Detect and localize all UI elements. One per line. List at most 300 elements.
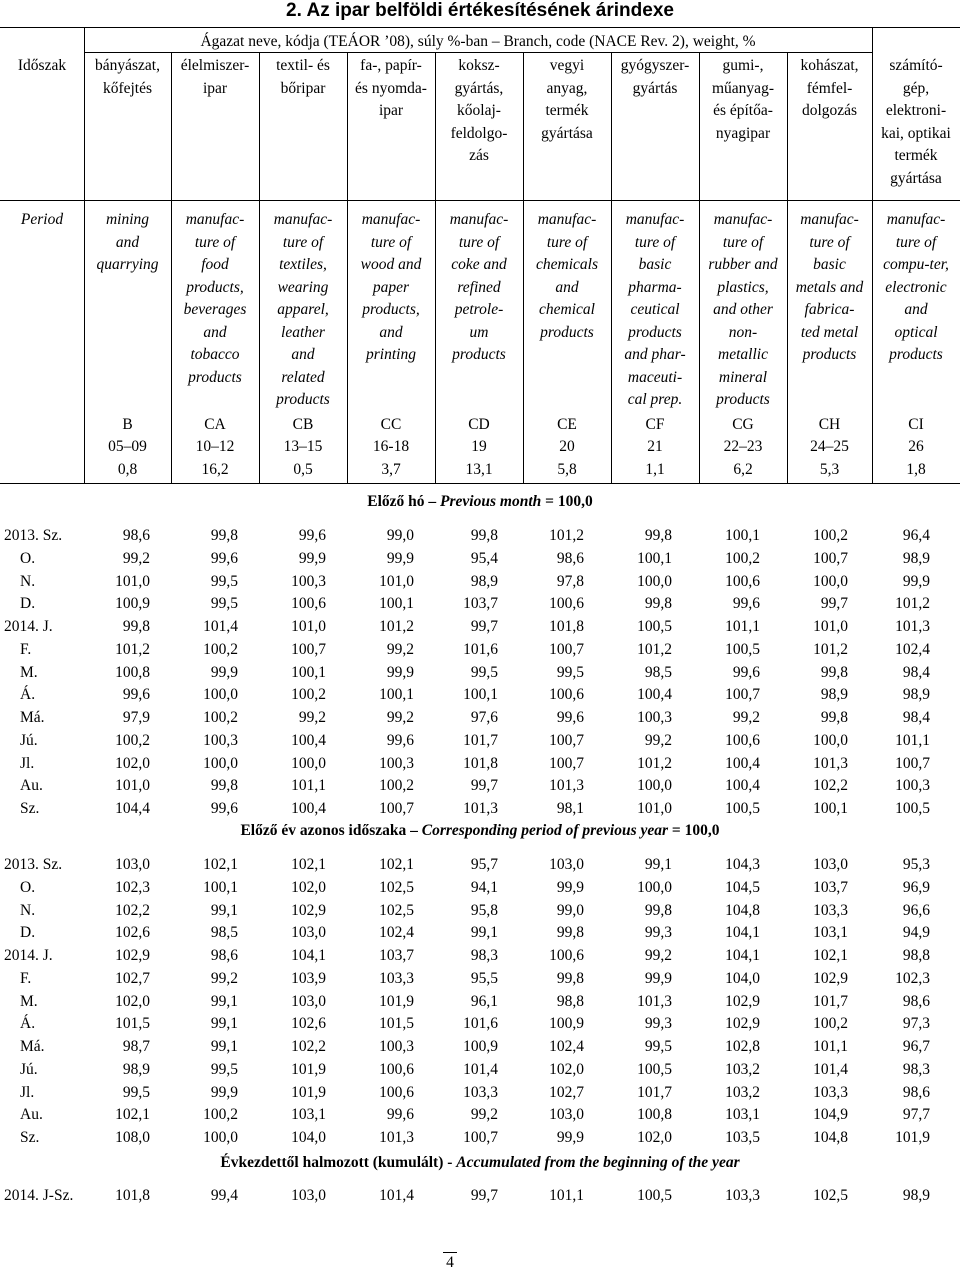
- column-header-en: [872, 209, 960, 367]
- table-cell: 101,2: [115, 640, 150, 658]
- table-cell: 101,4: [813, 1060, 848, 1078]
- table-row: [0, 1013, 960, 1035]
- table-cell: 98,3: [470, 947, 498, 964]
- table-cell: 94,9: [902, 924, 930, 942]
- column-header-hu: [84, 55, 171, 100]
- column-header-en-line: ture of: [546, 233, 588, 251]
- column-divider: [872, 27, 873, 483]
- column-header-hu-line: gyártás: [632, 79, 678, 97]
- table-row: [0, 753, 960, 775]
- table-cell: 98,6: [556, 549, 584, 567]
- table-cell: 103,0: [549, 1106, 584, 1124]
- row-label: Jú.: [20, 1060, 38, 1078]
- table-cell: 99,2: [298, 709, 326, 726]
- section-title-hu: Évkezdettől halmozott (kumulált) -: [220, 1154, 453, 1171]
- table-cell: 108,0: [115, 1129, 150, 1146]
- column-header-en-line: mining: [105, 211, 150, 228]
- column-code-range: 26: [908, 438, 924, 455]
- table-cell: 99,8: [820, 663, 848, 681]
- table-cell: 103,2: [725, 1083, 760, 1101]
- table-cell: 100,6: [549, 595, 584, 613]
- table-cell: 100,0: [637, 777, 672, 795]
- table-cell: 99,2: [386, 709, 414, 726]
- table-cell: 101,9: [291, 1060, 326, 1078]
- table-cell: 104,0: [291, 1129, 326, 1146]
- table-cell: 100,7: [463, 1129, 498, 1146]
- column-header-en-line: pharma-: [628, 278, 682, 296]
- table-cell: 99,2: [732, 709, 760, 726]
- table-cell: 96,7: [902, 1038, 930, 1055]
- table-cell: 99,5: [210, 572, 238, 590]
- column-header-hu: [699, 55, 787, 145]
- column-code-letter: CF: [645, 416, 665, 433]
- column-header-hu: [611, 55, 699, 100]
- table-cell: 99,9: [210, 663, 238, 681]
- table-cell: 100,2: [115, 731, 150, 749]
- table-cell: 101,6: [463, 1015, 498, 1033]
- table-cell: 104,3: [725, 856, 760, 873]
- column-header-en-line: products: [276, 391, 330, 408]
- column-header-en-line: apparel,: [277, 301, 329, 318]
- table-cell: 98,6: [902, 992, 930, 1010]
- table-cell: 101,1: [813, 1038, 848, 1055]
- table-cell: 99,9: [210, 1083, 238, 1101]
- table-cell: 101,5: [115, 1015, 150, 1033]
- table-cell: 98,4: [902, 709, 930, 726]
- table-cell: 99,5: [122, 1083, 150, 1101]
- table-cell: 100,2: [725, 549, 760, 567]
- table-cell: 98,9: [902, 549, 930, 567]
- column-header-en-line: wood and: [360, 256, 422, 273]
- table-cell: 99,8: [470, 527, 498, 544]
- column-code-letter: CC: [380, 416, 402, 433]
- table-cell: 96,4: [902, 527, 930, 544]
- table-cell: 100,2: [379, 777, 414, 795]
- table-cell: 99,1: [644, 856, 672, 873]
- column-header-hu-line: elektroni-: [885, 102, 947, 119]
- table-cell: 101,0: [637, 800, 672, 817]
- column-header-en-line: manufac-: [800, 211, 859, 228]
- row-label: 2014. J.: [4, 618, 53, 635]
- row-label: M.: [20, 663, 38, 681]
- column-header-hu-line: vegyi: [549, 57, 585, 74]
- table-cell: 101,9: [291, 1083, 326, 1101]
- column-header-en-line: textiles,: [279, 256, 327, 273]
- column-weight: 5,3: [819, 461, 840, 478]
- column-header-en-line: ture of: [194, 233, 236, 251]
- table-cell: 102,1: [203, 856, 238, 873]
- table-cell: 100,0: [203, 686, 238, 704]
- table-cell: 99,8: [644, 901, 672, 919]
- table-cell: 100,6: [549, 686, 584, 704]
- column-header-en-line: products: [889, 346, 943, 363]
- column-code-range: 21: [647, 438, 663, 455]
- table-cell: 99,7: [470, 1187, 498, 1204]
- table-cell: 99,2: [122, 549, 150, 567]
- table-cell: 100,1: [637, 549, 672, 567]
- column-header-en-line: products: [540, 323, 594, 341]
- column-header-en-line: ture of: [722, 233, 764, 251]
- table-cell: 100,2: [203, 640, 238, 658]
- column-header-en-line: tobacco: [190, 346, 240, 363]
- table-cell: 102,2: [115, 901, 150, 919]
- section-title: [0, 1152, 960, 1174]
- section-title: [0, 491, 960, 513]
- table-cell: 100,5: [725, 800, 760, 817]
- table-cell: 102,4: [895, 640, 930, 658]
- table-cell: 101,2: [379, 618, 414, 635]
- column-header-hu-line: és építőa-: [713, 102, 773, 119]
- table-cell: 99,2: [386, 640, 414, 658]
- table-cell: 97,3: [902, 1015, 930, 1033]
- column-divider: [523, 53, 524, 483]
- table-cell: 100,0: [203, 1129, 238, 1146]
- table-cell: 101,8: [549, 618, 584, 635]
- column-header-hu-line: gumi-,: [722, 57, 764, 74]
- table-row: [0, 991, 960, 1013]
- table-cell: 101,8: [115, 1187, 150, 1204]
- table-cell: 100,0: [637, 572, 672, 590]
- column-code-range: 05–09: [108, 438, 147, 455]
- table-cell: 95,8: [470, 901, 498, 919]
- column-header-en-line: chemicals: [536, 256, 598, 273]
- column-divider: [259, 53, 260, 483]
- column-header-hu: [347, 55, 435, 123]
- column-divider: [699, 53, 700, 483]
- table-row: [0, 525, 960, 547]
- table-row: [0, 877, 960, 899]
- table-cell: 103,7: [463, 595, 498, 613]
- section-title-hu: Előző év azonos időszaka –: [240, 822, 418, 839]
- column-header-hu-line: gyártása: [890, 169, 942, 187]
- table-cell: 99,7: [820, 595, 848, 613]
- row-label: Au.: [20, 777, 43, 795]
- table-cell: 103,1: [725, 1106, 760, 1124]
- column-header-en-line: paper: [372, 278, 410, 296]
- column-header-en-line: beverages: [183, 301, 247, 318]
- row-label: 2014. J-Sz.: [4, 1187, 74, 1204]
- row-label: Má.: [20, 1038, 45, 1055]
- row-divider: [0, 27, 960, 28]
- table-cell: 104,1: [725, 924, 760, 942]
- table-cell: 101,1: [895, 731, 930, 749]
- table-row: [0, 662, 960, 684]
- column-header-en-line: products,: [362, 301, 420, 318]
- branch-caption: Ágazat neve, kódja (TEÁOR ’08), súly %-ban – Branch, code (NACE Rev. 2), weight, %: [84, 32, 872, 53]
- table-cell: 100,7: [549, 640, 584, 658]
- table-cell: 100,9: [463, 1038, 498, 1055]
- column-weight: 0,8: [117, 461, 138, 478]
- table-cell: 101,9: [895, 1129, 930, 1146]
- row-label: D.: [20, 595, 36, 613]
- column-header-hu-line: és nyomda-: [355, 79, 427, 97]
- table-cell: 101,8: [463, 754, 498, 772]
- section-title-tail: = 100,0: [545, 493, 593, 510]
- table-cell: 99,4: [210, 1187, 238, 1204]
- column-header-hu-line: számító-: [889, 57, 943, 74]
- table-cell: 97,8: [556, 572, 584, 590]
- table-cell: 100,6: [725, 731, 760, 749]
- row-label: Sz.: [20, 1129, 40, 1146]
- table-cell: 102,4: [379, 924, 414, 942]
- row-label: M.: [20, 992, 38, 1010]
- column-code-range: 24–25: [810, 438, 849, 455]
- column-header-en-line: manufac-: [185, 211, 245, 228]
- section-title-en: Accumulated from the beginning of the year: [456, 1154, 740, 1171]
- column-header-hu: [259, 55, 347, 100]
- table-cell: 101,2: [637, 640, 672, 658]
- row-label: 2013. Sz.: [4, 527, 63, 544]
- table-cell: 99,6: [386, 731, 414, 749]
- table-cell: 103,3: [463, 1083, 498, 1101]
- table-cell: 100,5: [725, 640, 760, 658]
- column-divider: [84, 27, 85, 483]
- table-row: [0, 707, 960, 729]
- column-header-hu-line: kai, optikai: [881, 124, 951, 142]
- column-code-letter: CA: [204, 416, 226, 433]
- table-cell: 99,5: [210, 1060, 238, 1078]
- column-header-en-line: petrole-: [454, 301, 504, 318]
- table-cell: 95,5: [470, 969, 498, 987]
- table-cell: 98,9: [820, 686, 848, 704]
- column-divider: [611, 53, 612, 483]
- column-header-en-line: ture of: [895, 233, 937, 251]
- column-code-letter: CG: [732, 416, 754, 433]
- column-header-hu-line: fa-, papír-: [360, 57, 422, 74]
- column-header-en: [171, 209, 259, 389]
- table-cell: 100,0: [637, 878, 672, 896]
- table-cell: 104,1: [291, 947, 326, 964]
- table-cell: 100,0: [291, 754, 326, 772]
- table-cell: 100,7: [549, 754, 584, 772]
- column-header-en-line: food: [201, 256, 229, 273]
- table-cell: 101,1: [291, 777, 326, 795]
- table-row: [0, 854, 960, 876]
- table-cell: 99,9: [386, 549, 414, 567]
- table-cell: 99,5: [556, 663, 584, 681]
- table-cell: 103,7: [813, 878, 848, 896]
- page-number: [430, 1252, 470, 1271]
- column-weight: 16,2: [201, 461, 229, 478]
- table-cell: 102,5: [379, 901, 414, 919]
- table-cell: 98,4: [902, 663, 930, 681]
- table-cell: 103,1: [813, 924, 848, 942]
- table-cell: 101,2: [813, 640, 848, 658]
- table-cell: 102,9: [725, 1015, 760, 1033]
- table-cell: 102,9: [725, 992, 760, 1010]
- column-code-range: 13–15: [283, 438, 323, 455]
- column-header-en-line: and other: [713, 301, 773, 318]
- table-cell: 100,5: [895, 800, 930, 817]
- table-cell: 101,3: [895, 618, 930, 635]
- table-cell: 102,9: [115, 947, 150, 964]
- row-label: Sz.: [20, 800, 40, 817]
- table-cell: 104,8: [725, 901, 760, 919]
- table-cell: 103,0: [115, 856, 150, 873]
- table-cell: 99,6: [298, 527, 326, 544]
- table-cell: 101,3: [463, 800, 498, 817]
- table-cell: 98,8: [556, 992, 584, 1010]
- column-code: [787, 414, 872, 458]
- table-cell: 98,5: [644, 663, 672, 681]
- column-header-hu-line: gyártás,: [454, 79, 504, 97]
- column-code: [347, 414, 435, 458]
- row-label: O.: [20, 549, 36, 567]
- table-cell: 99,1: [210, 1015, 238, 1033]
- column-header-en-line: and: [203, 323, 227, 341]
- column-header-en: [84, 209, 171, 277]
- table-cell: 104,1: [725, 947, 760, 964]
- row-label: D.: [20, 924, 36, 942]
- column-header-hu-line: élelmiszer-: [180, 57, 250, 74]
- table-cell: 99,8: [644, 595, 672, 613]
- column-header-en-line: ceutical: [630, 301, 680, 318]
- column-header-en: [699, 209, 787, 412]
- table-cell: 100,3: [203, 731, 238, 749]
- column-header-en-line: manufac-: [361, 211, 421, 228]
- page-number-rule: [443, 1252, 457, 1253]
- table-cell: 100,1: [379, 686, 414, 704]
- table-cell: 102,9: [813, 969, 848, 987]
- table-cell: 102,9: [291, 901, 326, 919]
- table-cell: 99,3: [644, 1015, 672, 1033]
- column-header-hu-line: ipar: [202, 79, 228, 97]
- table-cell: 100,7: [895, 754, 930, 772]
- row-label: Má.: [20, 709, 45, 726]
- column-header-en-line: and: [379, 323, 403, 341]
- table-cell: 99,6: [556, 709, 584, 726]
- table-cell: 100,3: [379, 1038, 414, 1055]
- table-cell: 95,3: [902, 856, 930, 873]
- column-header-en: [435, 209, 523, 367]
- column-divider: [171, 53, 172, 483]
- table-cell: 101,1: [549, 1187, 584, 1204]
- table-cell: 98,7: [122, 1038, 150, 1055]
- table-cell: 99,8: [210, 527, 238, 544]
- row-label: Au.: [20, 1106, 43, 1124]
- table-cell: 100,6: [379, 1083, 414, 1101]
- table-row: [0, 1127, 960, 1149]
- column-header-hu-line: feldolgo-: [450, 124, 508, 142]
- table-cell: 98,6: [122, 527, 150, 544]
- table-cell: 99,1: [210, 1038, 238, 1055]
- table-cell: 100,2: [291, 686, 326, 704]
- table-cell: 100,2: [813, 1015, 848, 1033]
- table-cell: 102,0: [549, 1060, 584, 1078]
- table-cell: 103,1: [291, 1106, 326, 1124]
- table-cell: 102,5: [813, 1187, 848, 1204]
- column-header-hu: [171, 55, 259, 100]
- column-code: [699, 414, 787, 458]
- table-cell: 99,0: [556, 901, 584, 919]
- table-cell: 104,9: [813, 1106, 848, 1124]
- column-header-en: [611, 209, 699, 412]
- column-weight: 13,1: [465, 461, 493, 478]
- table-cell: 99,6: [122, 686, 150, 704]
- table-cell: 103,5: [725, 1129, 760, 1146]
- table-cell: 102,6: [291, 1015, 326, 1033]
- column-header-hu-line: bőripar: [280, 79, 326, 97]
- column-header-en-line: quarrying: [96, 256, 159, 273]
- row-label: N.: [20, 901, 36, 919]
- column-header-en-line: cal prep.: [627, 391, 683, 408]
- table-cell: 100,5: [637, 1187, 672, 1204]
- column-header-en-line: and: [555, 278, 579, 296]
- column-code-letter: CH: [818, 416, 841, 433]
- table-row: [0, 798, 960, 820]
- table-cell: 100,3: [637, 709, 672, 726]
- column-header-en-line: metallic: [718, 346, 768, 363]
- table-cell: 99,9: [298, 549, 326, 567]
- table-cell: 100,7: [291, 640, 326, 658]
- table-cell: 99,8: [210, 777, 238, 795]
- table-cell: 101,4: [463, 1060, 498, 1078]
- column-header-en-line: ted metal: [800, 323, 859, 341]
- table-cell: 104,0: [725, 969, 760, 987]
- table-cell: 101,3: [379, 1129, 414, 1146]
- column-header-hu: [523, 55, 611, 145]
- table-cell: 103,3: [813, 1083, 848, 1101]
- table-cell: 103,9: [291, 969, 326, 987]
- table-cell: 102,1: [115, 1106, 150, 1124]
- column-header-en-line: products: [716, 391, 770, 408]
- table-cell: 102,7: [115, 969, 150, 987]
- column-header-hu-line: műanyag-: [712, 79, 774, 97]
- row-label: Á.: [20, 1015, 36, 1033]
- table-cell: 101,7: [463, 731, 498, 749]
- row-label: F.: [20, 969, 32, 987]
- table-cell: 99,8: [820, 709, 848, 726]
- column-header-en-line: compu-ter,: [883, 256, 949, 273]
- table-cell: 99,9: [556, 878, 584, 896]
- column-code-range: 19: [471, 438, 487, 455]
- column-header-hu-line: kőolaj-: [457, 102, 501, 119]
- column-header-en-line: ture of: [282, 233, 324, 251]
- table-cell: 101,3: [637, 992, 672, 1010]
- table-cell: 100,3: [379, 754, 414, 772]
- table-cell: 99,2: [470, 1106, 498, 1124]
- table-cell: 100,1: [463, 686, 498, 704]
- table-cell: 100,1: [813, 800, 848, 817]
- table-cell: 99,0: [386, 527, 414, 544]
- table-cell: 104,5: [725, 878, 760, 896]
- table-row: [0, 571, 960, 593]
- table-cell: 101,0: [291, 618, 326, 635]
- column-divider: [347, 53, 348, 483]
- column-header-hu: [435, 55, 523, 168]
- column-header-en-line: metals and: [795, 278, 864, 296]
- table-cell: 100,9: [115, 595, 150, 613]
- table-cell: 101,0: [813, 618, 848, 635]
- column-header-en-line: um: [469, 323, 489, 341]
- table-cell: 101,3: [813, 754, 848, 772]
- row-label: O.: [20, 878, 36, 896]
- table-row: [0, 922, 960, 944]
- table-cell: 100,6: [549, 947, 584, 964]
- table-cell: 99,6: [732, 595, 760, 613]
- column-header-hu-line: termék: [545, 102, 589, 119]
- table-cell: 94,1: [470, 878, 498, 896]
- table-cell: 98,9: [902, 1187, 930, 1204]
- column-header-hu-line: gyógyszer-: [620, 57, 690, 74]
- column-header-hu-line: fémfel-: [806, 79, 853, 97]
- table-cell: 102,1: [291, 856, 326, 873]
- table-cell: 99,8: [556, 924, 584, 942]
- table-cell: 102,2: [291, 1038, 326, 1055]
- table-cell: 98,3: [902, 1060, 930, 1078]
- table-cell: 102,0: [115, 992, 150, 1010]
- table-cell: 101,7: [637, 1083, 672, 1101]
